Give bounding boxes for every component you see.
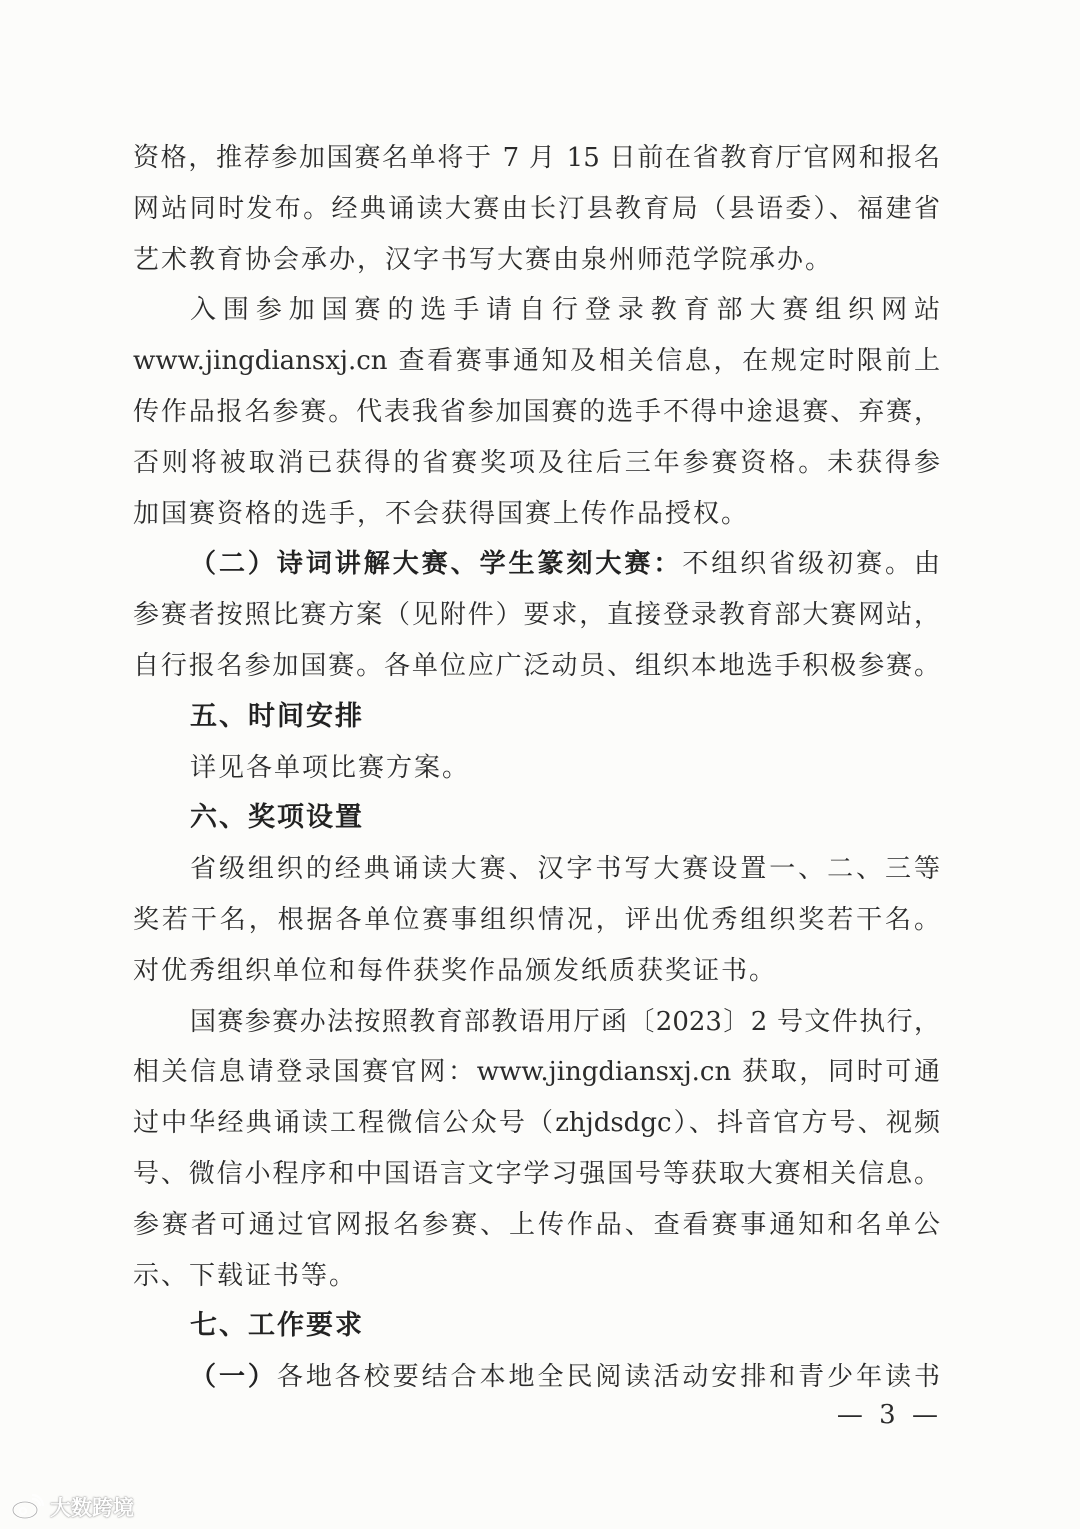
text-line: 加国赛资格的选手，不会获得国赛上传作品授权。 [133, 498, 750, 529]
item-one-line [133, 1352, 940, 1403]
text-line: 资格，推荐参加国赛名单将于 7 月 15 日前在省教育厅官网和报名 [133, 143, 940, 173]
text-line: 国赛参赛办法按照教育部教语用厅函〔2023〕2 号文件执行， [190, 1006, 940, 1037]
text-line: 参赛者可通过官网报名参赛、上传作品、查看赛事通知和名单公 [133, 1209, 940, 1240]
text-line: 号、微信小程序和中国语言文字学习强国号等获取大赛相关信息。 [133, 1158, 940, 1189]
section-heading-schedule: 五、时间安排 [190, 700, 364, 732]
text-line: 过中华经典诵读工程微信公众号（zhjdsdgc）、抖音官方号、视频 [133, 1108, 940, 1139]
text-line: 对优秀组织单位和每件获奖作品颁发纸质获奖证书。 [133, 955, 778, 986]
text-line: 网站同时发布。经典诵读大赛由长汀县教育局（县语委）、福建省 [133, 193, 940, 224]
text-line: 省级组织的经典诵读大赛、汉字书写大赛设置一、二、三等 [190, 854, 940, 885]
item-two-lead: （二）诗词讲解大赛、学生篆刻大赛： [190, 549, 683, 580]
watermark [10, 1490, 134, 1524]
text-line: 奖若干名，根据各单位赛事组织情况，评出优秀组织奖若干名。 [133, 904, 940, 935]
text-line: 示、下载证书等。 [133, 1260, 358, 1291]
text-line: 参赛者按照比赛方案（见附件）要求，直接登录教育部大赛网站， [133, 600, 940, 631]
page-number: — 3 — [836, 1400, 942, 1430]
item-one-lead: （一） [190, 1362, 277, 1393]
item-two-first-line [133, 539, 940, 590]
text-line: 传作品报名参赛。代表我省参加国赛的选手不得中途退赛、弃赛， [133, 396, 940, 427]
text-line: 入围参加国赛的选手请自行登录教育部大赛组织网站 [190, 295, 940, 326]
text-line: 艺术教育协会承办，汉字书写大赛由泉州师范学院承办。 [133, 244, 834, 275]
weibo-logo-icon [10, 1493, 44, 1521]
document-body [133, 133, 940, 1403]
section-heading-awards: 六、奖项设置 [190, 802, 364, 834]
text-line: 否则将被取消已获得的省赛奖项及往后三年参赛资格。未获得参 [133, 447, 940, 478]
item-one-text: 各地各校要结合本地全民阅读活动安排和青少年读书 [276, 1362, 940, 1393]
watermark-text: 大数跨境 [50, 1496, 134, 1520]
text-line: 详见各单项比赛方案。 [190, 752, 471, 783]
text-line: 相关信息请登录国赛官网：www.jingdiansxj.cn 获取，同时可通 [133, 1057, 940, 1088]
text-line: www.jingdiansxj.cn 查看赛事通知及相关信息，在规定时限前上 [133, 346, 940, 377]
item-two-text: 不组织省级初赛。由 [682, 549, 940, 580]
text-line: 自行报名参加国赛。各单位应广泛动员、组织本地选手积极参赛。 [133, 650, 940, 681]
section-heading-requirements: 七、工作要求 [190, 1310, 364, 1342]
